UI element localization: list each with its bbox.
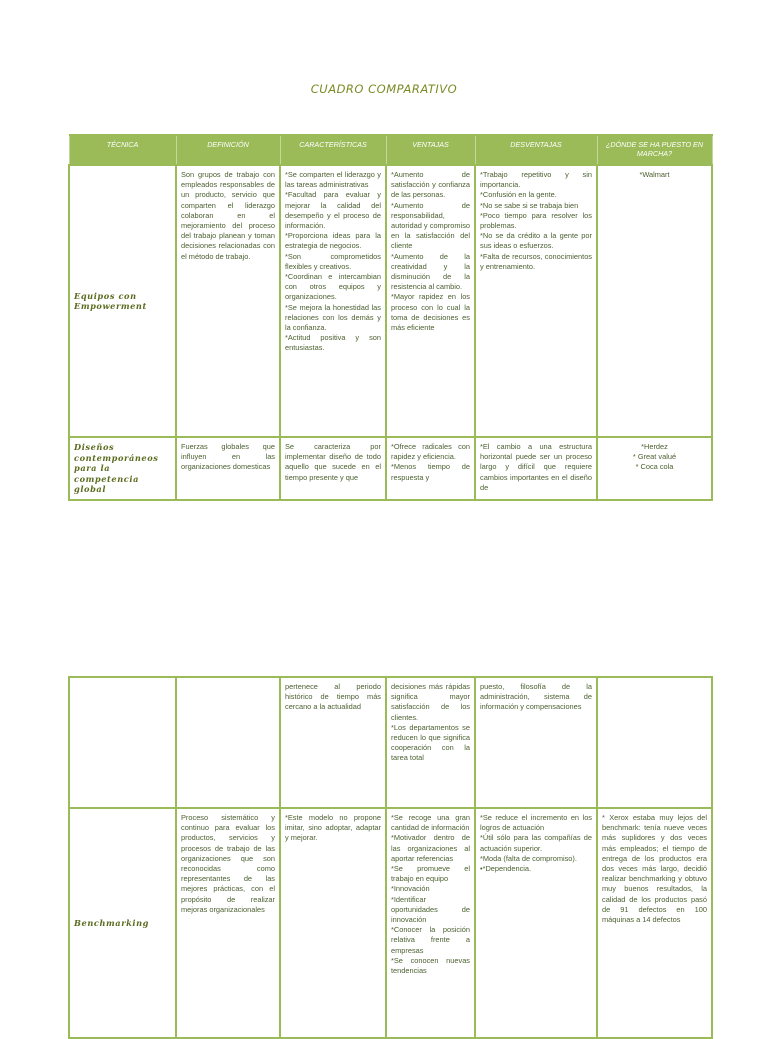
table-row (69, 437, 712, 500)
cell-donde (597, 677, 712, 808)
cell-text: *Se recoge una gran cantidad de información *Motivador dentro de las organizaciones al aportar referencias *Se promueve el trabajo en equipo *Innovación *Identificar oportunidades de innovación *Conocer la posición relativa frente a empresas *Se conocen nuevas tendencias (391, 813, 470, 976)
table-row (69, 808, 712, 1038)
cell-caracteristicas (280, 677, 386, 808)
header-tecnica: TÉCNICA (69, 135, 176, 165)
cell-text: *Walmart (639, 170, 670, 179)
cell-text: *El cambio a una estructura horizontal puede ser un proceso largo y difícil que requiere cambios importantes en el diseño de (480, 442, 592, 492)
cell-text: *Este modelo no propone imitar, sino adoptar, adaptar y mejorar. (285, 813, 381, 843)
cell-text: decisiones más rápidas significa mayor satisfacción de los clientes. *Los departamentos se reducen lo que significa cooperación con la tarea total (391, 682, 470, 763)
cell-desventajas (475, 165, 597, 437)
comparison-table-page-2 (68, 676, 713, 1039)
cell-desventajas (475, 677, 597, 808)
header-ventajas: VENTAJAS (386, 135, 475, 165)
cell-ventajas (386, 808, 475, 1038)
cell-text: *Se comparten el liderazgo y las tareas administrativas *Facultad para evaluar y mejorar la calidad del desempeño y el proceso de información. *Proporciona ideas para la estrategia de negocios. *Son comprometidos flexibles y creativos. *Coordinan e intercambian con otros equipos y organizaciones. *Se mejora la honestidad las relaciones con los demás y la confianza. *Actitud positiva y son entusiastas. (285, 170, 381, 353)
cell-ventajas (386, 165, 475, 437)
cell-donde (597, 165, 712, 437)
table-row (69, 677, 712, 808)
header-definicion: DEFINICIÓN (176, 135, 280, 165)
cell-text: Proceso sistemático y continuo para evaluar los productos, servicios y procesos de trabajo de las organizaciones que son reconocidas como representantes de las mejores prácticas, con el propósito de realizar mejoras organizacionales (181, 813, 275, 914)
cell-text: *Se reduce el incremento en los logros de actuación *Útil sólo para las compañías de actuación superior. *Moda (falta de compromiso). •*Dependencia. (480, 813, 592, 874)
cell-tecnica: Diseños contemporáneos para la competencia global (69, 437, 176, 500)
comparison-table-page-1 (68, 134, 713, 501)
cell-text: puesto, filosofía de la administración, sistema de información y compensaciones (480, 682, 592, 712)
cell-tecnica (69, 677, 176, 808)
cell-definicion (176, 808, 280, 1038)
cell-tecnica: Benchmarking (69, 808, 176, 1038)
cell-definicion (176, 437, 280, 500)
cell-caracteristicas (280, 165, 386, 437)
cell-desventajas (475, 437, 597, 500)
cell-desventajas (475, 808, 597, 1038)
cell-text: * Xerox estaba muy lejos del benchmark: tenía nueve veces más suplidores y dos veces más empleados; el tiempo de entrega de los productos era dos veces más largo, decidió realizar benchmarking y obtuvo muy buenos resultados, la calidad de los productos pasó de 91 defectos en 100 máquinas a 14 defectos (602, 813, 707, 925)
header-desventajas: DESVENTAJAS (475, 135, 597, 165)
cell-text: *Ofrece radicales con rapidez y eficiencia. *Menos tiempo de respuesta y (391, 442, 470, 482)
cell-text: *Aumento de satisfacción y confianza de las personas. *Aumento de responsabilidad, autoridad y compromiso en la satisfacción del cliente *Aumento de la creatividad y la disminución de la resistencia al cambio. *Mayor rapidez en los proceso con lo cual la toma de decisiones es más eficiente (391, 170, 470, 333)
cell-caracteristicas (280, 437, 386, 500)
cell-text: Son grupos de trabajo con empleados responsables de un producto, servicio que comparten el liderazgo colaboran en el mejoramiento del proceso del trabajo planean y toman decisiones relacionadas con el método de trabajo. (181, 170, 275, 261)
header-donde: ¿DÓNDE SE HA PUESTO EN MARCHA? (597, 135, 712, 165)
cell-text: Fuerzas globales que influyen en las organizaciones domesticas (181, 442, 275, 472)
cell-tecnica: Equipos con Empowerment (69, 165, 176, 437)
page-title: CUADRO COMPARATIVO (310, 82, 458, 96)
cell-definicion (176, 165, 280, 437)
cell-ventajas (386, 677, 475, 808)
cell-caracteristicas (280, 808, 386, 1038)
cell-text: *Herdez * Great valué * Coca cola (632, 442, 677, 472)
cell-donde (597, 808, 712, 1038)
header-caracteristicas: CARACTERÍSTICAS (280, 135, 386, 165)
table-row (69, 165, 712, 437)
cell-text: pertenece al periodo histórico de tiempo más cercano a la actualidad (285, 682, 381, 712)
cell-text: *Trabajo repetitivo y sin importancia. *Confusión en la gente. *No se sabe si se trabaja bien *Poco tiempo para resolver los problemas. *No se da crédito a la gente por sus ideas o esfuerzos. *Falta de recursos, conocimientos y entrenamiento. (480, 170, 592, 271)
cell-ventajas (386, 437, 475, 500)
table-header-row (69, 135, 712, 165)
cell-text: Se caracteriza por implementar diseño de todo aquello que sucede en el tiempo presente y que (285, 442, 381, 482)
cell-definicion (176, 677, 280, 808)
cell-donde (597, 437, 712, 500)
